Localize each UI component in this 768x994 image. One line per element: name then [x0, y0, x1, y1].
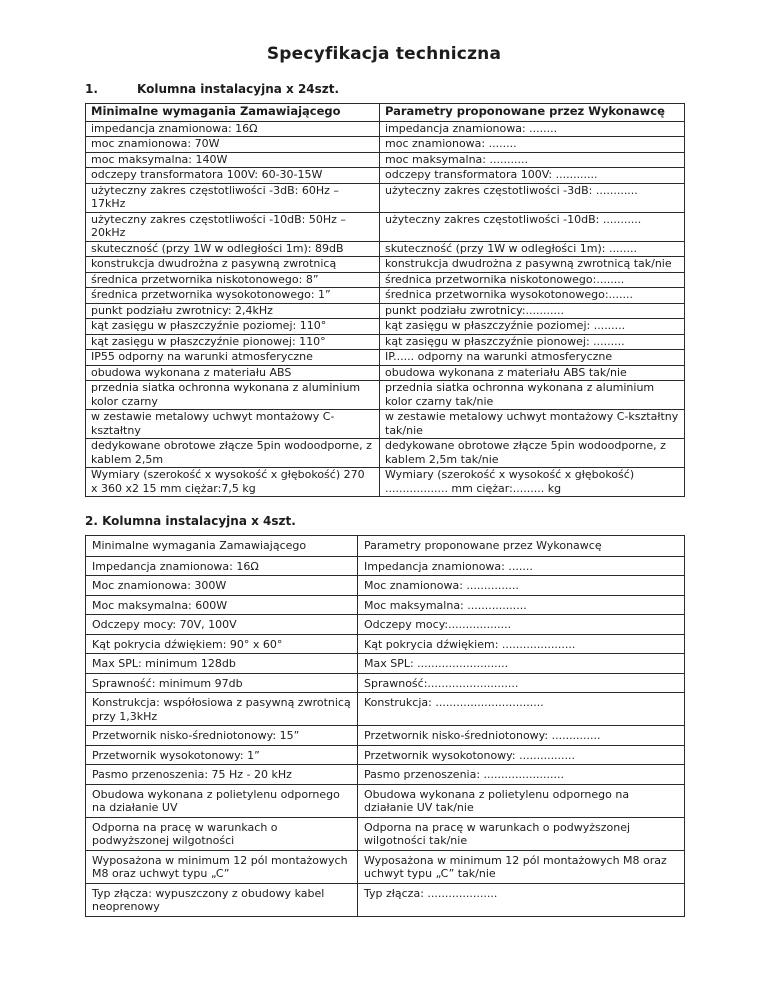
document-content — [85, 82, 684, 917]
table-row — [86, 365, 685, 381]
table-row — [86, 468, 685, 497]
table-row — [86, 556, 685, 576]
proposed-value-cell: Obudowa wykonana z polietylenu odpornego na działanie UV tak/nie — [358, 784, 685, 817]
requirement-cell: średnica przetwornika niskotonowego: 8” — [86, 272, 380, 288]
proposed-value-cell: Moc znamionowa: ............... — [358, 576, 685, 596]
proposed-value-cell: średnica przetwornika wysokotonowego:....... — [380, 288, 685, 304]
proposed-value-cell: Impedancja znamionowa: ....... — [358, 556, 685, 576]
requirement-cell: odczepy transformatora 100V: 60-30-15W — [86, 168, 380, 184]
proposed-value-cell: użyteczny zakres częstotliwości -10dB: ........... — [380, 212, 685, 241]
table-row — [86, 183, 685, 212]
table-row — [86, 334, 685, 350]
column-header-proposed: Parametry proponowane przez Wykonawcę — [380, 104, 685, 122]
table-row — [86, 319, 685, 335]
requirement-cell: Odporna na pracę w warunkach o podwyższonej wilgotności — [86, 817, 358, 850]
proposed-value-cell: Moc maksymalna: ................. — [358, 595, 685, 615]
spec-table-column-4pcs — [85, 535, 685, 917]
requirement-cell: Wyposażona w minimum 12 pól montażowych M8 oraz uchwyt typu „C” — [86, 850, 358, 883]
requirement-cell: Wymiary (szerokość x wysokość x głębokość) 270 x 360 x2 15 mm ciężar:7,5 kg — [86, 468, 380, 497]
table-row — [86, 168, 685, 184]
requirement-cell: punkt podziału zwrotnicy: 2,4kHz — [86, 303, 380, 319]
proposed-value-cell: obudowa wykonana z materiału ABS tak/nie — [380, 365, 685, 381]
requirement-cell: moc znamionowa: 70W — [86, 137, 380, 153]
column-header-requirements: Minimalne wymagania Zamawiającego — [86, 104, 380, 122]
table-row — [86, 615, 685, 635]
requirement-cell: Pasmo przenoszenia: 75 Hz - 20 kHz — [86, 765, 358, 785]
table-row — [86, 654, 685, 674]
requirement-cell: Kąt pokrycia dźwiękiem: 90° x 60° — [86, 634, 358, 654]
proposed-value-cell: Typ złącza: .................... — [358, 883, 685, 916]
requirement-cell: Moc maksymalna: 600W — [86, 595, 358, 615]
requirement-cell: Max SPL: minimum 128db — [86, 654, 358, 674]
proposed-value-cell: Konstrukcja: ............................... — [358, 693, 685, 726]
table-row — [86, 817, 685, 850]
requirement-cell: Odczepy mocy: 70V, 100V — [86, 615, 358, 635]
table-row — [86, 121, 685, 137]
requirement-cell: Przetwornik nisko-średniotonowy: 15” — [86, 726, 358, 746]
table-row — [86, 288, 685, 304]
proposed-value-cell: impedancja znamionowa: ........ — [380, 121, 685, 137]
requirement-cell: obudowa wykonana z materiału ABS — [86, 365, 380, 381]
proposed-value-cell: dedykowane obrotowe złącze 5pin wodoodporne, z kablem 2,5m tak/nie — [380, 439, 685, 468]
table-row — [86, 634, 685, 654]
requirement-cell: Typ złącza: wypuszczony z obudowy kabel neoprenowy — [86, 883, 358, 916]
proposed-value-cell: kąt zasięgu w płaszczyźnie pionowej: ......... — [380, 334, 685, 350]
requirement-cell: użyteczny zakres częstotliwości -10dB: 50Hz – 20kHz — [86, 212, 380, 241]
requirement-cell: Obudowa wykonana z polietylenu odpornego na działanie UV — [86, 784, 358, 817]
proposed-value-cell: konstrukcja dwudrożna z pasywną zwrotnicą tak/nie — [380, 257, 685, 273]
requirement-cell: konstrukcja dwudrożna z pasywną zwrotnicą — [86, 257, 380, 273]
requirement-cell: kąt zasięgu w płaszczyźnie pionowej: 110° — [86, 334, 380, 350]
proposed-value-cell: punkt podziału zwrotnicy:........... — [380, 303, 685, 319]
table-row — [86, 303, 685, 319]
table-row — [86, 410, 685, 439]
table-row — [86, 693, 685, 726]
proposed-value-cell: użyteczny zakres częstotliwości -3dB: ............ — [380, 183, 685, 212]
table-row — [86, 745, 685, 765]
table-row — [86, 350, 685, 366]
spec-table-column-24pcs — [85, 103, 685, 497]
proposed-value-cell: średnica przetwornika niskotonowego:........ — [380, 272, 685, 288]
proposed-value-cell: odczepy transformatora 100V: ............ — [380, 168, 685, 184]
table-row — [86, 212, 685, 241]
table-row — [86, 765, 685, 785]
requirement-cell: Moc znamionowa: 300W — [86, 576, 358, 596]
requirement-cell: przednia siatka ochronna wykonana z aluminium kolor czarny — [86, 381, 380, 410]
table-header-row — [86, 536, 685, 557]
proposed-value-cell: Przetwornik wysokotonowy: ................ — [358, 745, 685, 765]
table-row — [86, 272, 685, 288]
table-row — [86, 726, 685, 746]
table-row — [86, 152, 685, 168]
requirement-cell: w zestawie metalowy uchwyt montażowy C-kształtny — [86, 410, 380, 439]
table-row — [86, 439, 685, 468]
table-row — [86, 850, 685, 883]
section-1-title: Kolumna instalacyjna x 24szt. — [137, 82, 340, 96]
requirement-cell: kąt zasięgu w płaszczyźnie poziomej: 110° — [86, 319, 380, 335]
proposed-value-cell: skuteczność (przy 1W w odległości 1m): ........ — [380, 241, 685, 257]
proposed-value-cell: moc znamionowa: ........ — [380, 137, 685, 153]
requirement-cell: dedykowane obrotowe złącze 5pin wodoodporne, z kablem 2,5m — [86, 439, 380, 468]
proposed-value-cell: w zestawie metalowy uchwyt montażowy C-kształtny tak/nie — [380, 410, 685, 439]
requirement-cell: IP55 odporny na warunki atmosferyczne — [86, 350, 380, 366]
table-row — [86, 595, 685, 615]
table-row — [86, 241, 685, 257]
column-header-proposed: Parametry proponowane przez Wykonawcę — [358, 536, 685, 557]
table-row — [86, 576, 685, 596]
proposed-value-cell: Odczepy mocy:.................. — [358, 615, 685, 635]
requirement-cell: Sprawność: minimum 97db — [86, 673, 358, 693]
document-title: Specyfikacja techniczna — [266, 44, 502, 64]
requirement-cell: Przetwornik wysokotonowy: 1” — [86, 745, 358, 765]
table-row — [86, 784, 685, 817]
table-row — [86, 257, 685, 273]
proposed-value-cell: IP...... odporny na warunki atmosferyczne — [380, 350, 685, 366]
proposed-value-cell: Pasmo przenoszenia: ....................... — [358, 765, 685, 785]
proposed-value-cell: Przetwornik nisko-średniotonowy: .............. — [358, 726, 685, 746]
requirement-cell: Konstrukcja: współosiowa z pasywną zwrotnicą przy 1,3kHz — [86, 693, 358, 726]
proposed-value-cell: Kąt pokrycia dźwiękiem: ..................... — [358, 634, 685, 654]
table-row — [86, 381, 685, 410]
proposed-value-cell: moc maksymalna: ........... — [380, 152, 685, 168]
proposed-value-cell: Wymiary (szerokość x wysokość x głębokość) .................. mm ciężar:......... kg — [380, 468, 685, 497]
requirement-cell: Impedancja znamionowa: 16Ω — [86, 556, 358, 576]
proposed-value-cell: przednia siatka ochronna wykonana z aluminium kolor czarny tak/nie — [380, 381, 685, 410]
proposed-value-cell: Max SPL: .......................... — [358, 654, 685, 674]
requirement-cell: skuteczność (przy 1W w odległości 1m): 89dB — [86, 241, 380, 257]
proposed-value-cell: Odporna na pracę w warunkach o podwyższonej wilgotności tak/nie — [358, 817, 685, 850]
table-row — [86, 137, 685, 153]
proposed-value-cell: Wyposażona w minimum 12 pól montażowych M8 oraz uchwyt typu „C” tak/nie — [358, 850, 685, 883]
table-row — [86, 673, 685, 693]
table-header-row — [86, 104, 685, 122]
section-2-heading: 2. Kolumna instalacyjna x 4szt. — [85, 514, 296, 528]
section-1-heading — [85, 82, 684, 96]
requirement-cell: użyteczny zakres częstotliwości -3dB: 60Hz – 17kHz — [86, 183, 380, 212]
proposed-value-cell: kąt zasięgu w płaszczyźnie poziomej: ......... — [380, 319, 685, 335]
requirement-cell: moc maksymalna: 140W — [86, 152, 380, 168]
column-header-requirements: Minimalne wymagania Zamawiającego — [86, 536, 358, 557]
table-row — [86, 883, 685, 916]
section-1-number: 1. — [85, 82, 98, 96]
requirement-cell: średnica przetwornika wysokotonowego: 1” — [86, 288, 380, 304]
requirement-cell: impedancja znamionowa: 16Ω — [86, 121, 380, 137]
proposed-value-cell: Sprawność:.......................... — [358, 673, 685, 693]
